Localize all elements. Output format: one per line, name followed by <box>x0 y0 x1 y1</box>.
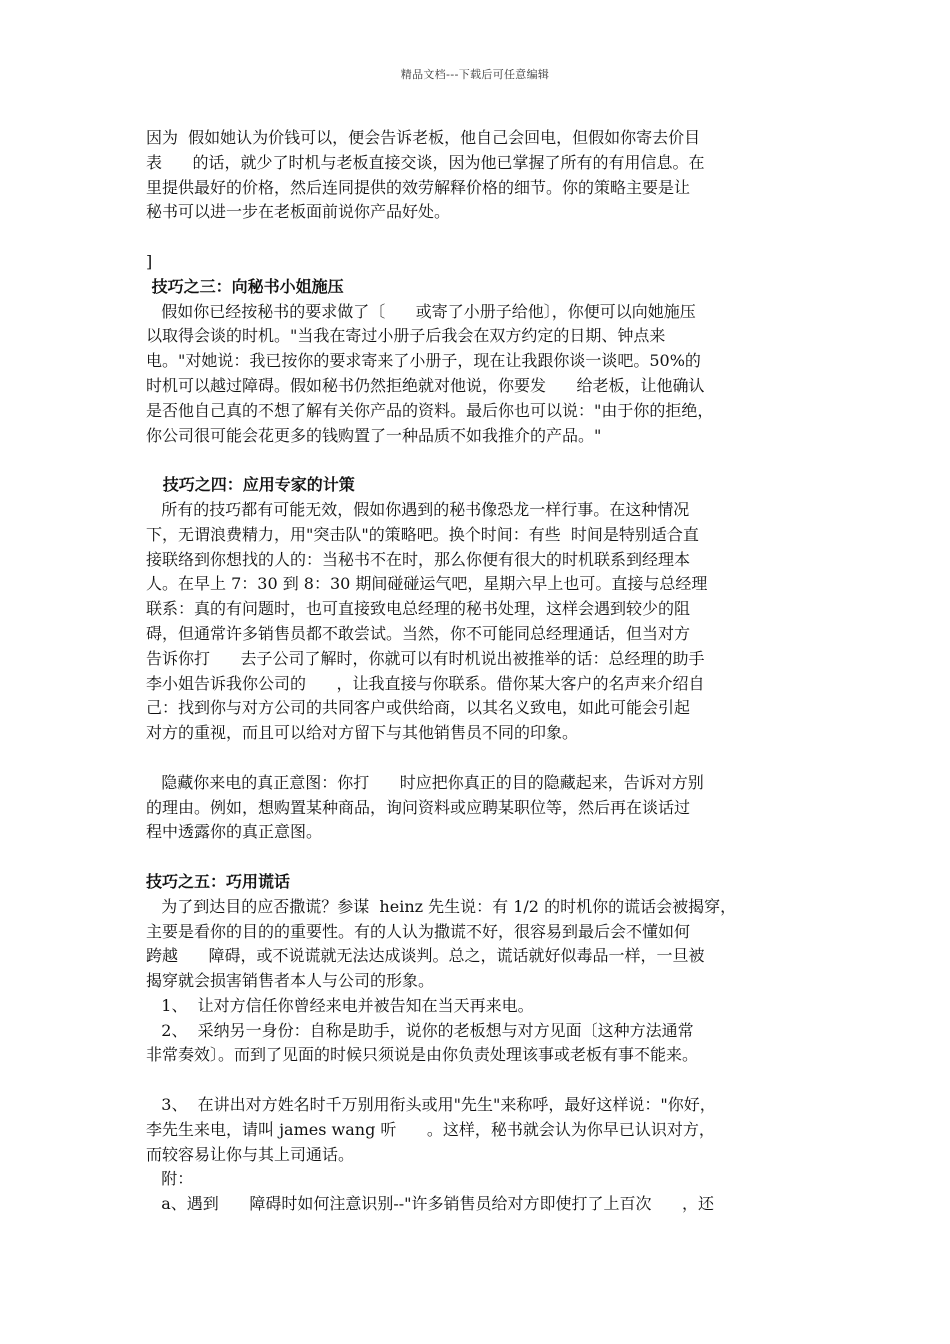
text-line: 主要是看你的目的的重要性。有的人认为撒谎不好，很容易到最后会不懂如何 <box>146 921 691 941</box>
text-line: 接联络到你想找的人的：当秘书不在时，那么你便有很大的时机联系到经理本 <box>146 549 691 569</box>
text-line: 李先生来电，请叫 james wang 听 。这样，秘书就会认为你早已认识对方， <box>146 1119 715 1139</box>
section-heading: 技巧之四：应用专家的计策 <box>146 475 355 495</box>
text-line: 为了到达目的应否撒谎？参谋 heinz 先生说：有 1/2 的时机你的谎话会被揭穿， <box>146 896 737 916</box>
text-line: 附： <box>146 1169 194 1189</box>
page-header: 精品文档---下载后可任意编辑 <box>400 68 550 81</box>
blank-line <box>146 448 826 473</box>
text-line: 而较容易让你与其上司通话。 <box>146 1144 355 1164</box>
text-line: 所有的技巧都有可能无效，假如你遇到的秘书像恐龙一样行事。在这种情况 <box>146 499 690 519</box>
blank-line <box>146 746 826 771</box>
text-line: ] <box>146 251 153 271</box>
text-line: 假如你已经按秘书的要求做了〔 或寄了小册子给他〕，你便可以向她施压 <box>146 301 696 321</box>
section-heading: 技巧之三：向秘书小姐施压 <box>146 276 344 296</box>
text-line: 是否他自己真的不想了解有关你产品的资料。最后你也可以说："由于你的拒绝， <box>146 400 714 420</box>
text-line: 跨越 障碍，或不说谎就无法达成谈判。总之，谎话就好似毒品一样，一旦被 <box>146 946 705 966</box>
text-line: 以取得会谈的时机。"当我在寄过小册子后我会在双方约定的日期、钟点来 <box>146 326 666 346</box>
text-line: 对方的重视，而且可以给对方留下与其他销售员不同的印象。 <box>146 723 579 743</box>
text-line: 秘书可以进一步在老板面前说你产品好处。 <box>146 202 451 222</box>
text-line: 程中透露你的真正意图。 <box>146 822 323 842</box>
text-line: 隐藏你来电的真正意图：你打 时应把你真正的目的隐藏起来，告诉对方别 <box>146 772 704 792</box>
text-line: 李小姐告诉我你公司的 ，让我直接与你联系。借你某大客户的名声来介绍自 <box>146 673 705 693</box>
text-line: 因为 假如她认为价钱可以，便会告诉老板，他自己会回电，但假如你寄去价目 <box>146 128 701 147</box>
blank-line <box>146 845 826 870</box>
text-line: 人。在早上 7：30 到 8：30 期间碰碰运气吧，星期六早上也可。直接与总经理 <box>146 574 708 594</box>
text-line: 碍，但通常许多销售员都不敢尝试。当然，你不可能同总经理通话，但当对方 <box>146 623 691 643</box>
text-line: 告诉你打 去子公司了解时，你就可以有时机说出被推举的话：总经理的助手 <box>146 648 705 668</box>
text-line: 己：找到你与对方公司的共同客户或供给商，以其名义致电，如此可能会引起 <box>146 698 691 718</box>
text-line: 联系：真的有问题时，也可直接致电总经理的秘书处理，这样会遇到较少的阻 <box>146 599 691 619</box>
text-line: a、遇到 障碍时如何注意识别--"许多销售员给对方即使打了上百次 ，还 <box>146 1194 715 1214</box>
text-line: 的理由。例如，想购置某种商品，询问资料或应聘某职位等，然后再在谈话过 <box>146 797 691 817</box>
text-line: 非常奏效〕。而到了见面的时候只须说是由你负责处理该事或老板有事不能来。 <box>146 1045 699 1065</box>
text-line: 揭穿就会损害销售者本人与公司的形象。 <box>146 971 435 991</box>
text-line: 2、 采纳另一身份：自称是助手，说你的老板想与对方见面〔这种方法通常 <box>146 1020 694 1040</box>
text-line: 3、 在讲出对方姓名时千万别用衔头或用"先生"来称呼，最好这样说："你好， <box>146 1095 716 1115</box>
text-line: 里提供最好的价格，然后连同提供的效劳解释价格的细节。你的策略主要是让 <box>146 177 691 197</box>
text-line: 时机可以越过障碍。假如秘书仍然拒绝就对他说，你要发 给老板，让他确认 <box>146 375 705 395</box>
section-heading: 技巧之五：巧用谎话 <box>146 871 291 891</box>
document-body <box>146 126 826 1217</box>
blank-line <box>146 1068 826 1093</box>
blank-line <box>146 225 826 250</box>
text-line: 1、 让对方信任你曾经来电并被告知在当天再来电。 <box>146 995 534 1015</box>
text-line: 你公司很可能会花更多的钱购置了一种品质不如我推介的产品。" <box>146 425 602 445</box>
text-line: 表 的话，就少了时机与老板直接交谈，因为他已掌握了所有的有用信息。在 <box>146 152 705 172</box>
text-line: 电。"对她说：我已按你的要求寄来了小册子，现在让我跟你谈一谈吧。50%的 <box>146 351 701 371</box>
text-line: 下，无谓浪费精力，用"突击队"的策略吧。换个时间：有些 时间是特别适合直 <box>146 524 699 544</box>
